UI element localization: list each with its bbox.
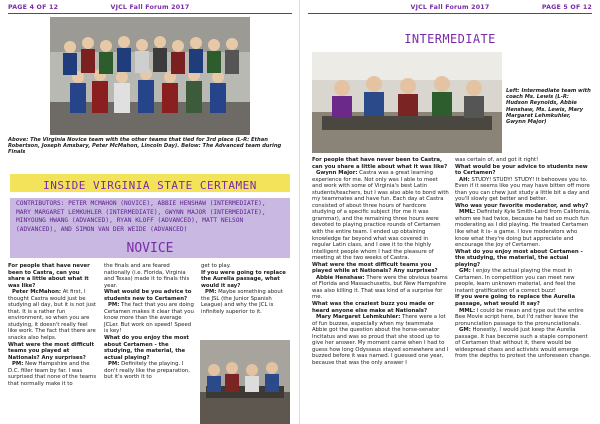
answer-speaker: GM: [459,268,471,275]
answer-speaker: PM: [108,302,120,309]
answer-text: New Hampshire and the D.C. filler team by far. I was surprised that none of the teams that normally make it to [8,361,97,387]
interview-question: What were the most difficult teams you played at Nationals? Any surprises? [8,341,95,361]
interview-question: What would be you advice to students new to Certamen? [104,289,192,302]
answer-speaker: GM: [459,327,471,334]
interview-answer [455,209,592,248]
answer-text: There were a lot of fun buzzes, especially when my teammate Abbie got the question about the horse-senator Incitatus and was so proud that she stood up to give her answer. My moment came when I had to guess how long Odysseus stayed somewhere and I buzzed before it was named. I guessed one year, because that was the only answer I [312,314,449,366]
interview-answer [201,289,291,315]
interview-question: What would be your advice to students new to Certamen? [455,163,588,177]
body-paragraph: get to play. [201,263,231,269]
answer-speaker: MML: [459,307,476,314]
interview-answer [8,289,97,341]
body-paragraph: was certain of, and got it right! [455,157,539,163]
answer-speaker: PM: [108,361,120,368]
interview-answer [312,314,449,366]
novice-photo-caption: Above: The Virginia Novice team with the other teams that tied for 3rd place (L-R: Ethan Robertson, Joseph Amsbary, Peter McMahon, Lincoln Day). Below: The Advanced team during Finals [8,137,282,156]
answer-text: Honestly, I would just keep the Aurelia passage. It has become such a staple component of Certamen that without it, there would be widespread chaos and activists would emerge from the depths to protest the unforeseen change. [455,327,591,360]
novice-column-3 [201,263,291,315]
interview-question: For people that have never been to Castra, can you share a little about what it was like? [8,263,90,289]
interview-answer [455,177,592,203]
intermediate-photo-caption: Left: Intermediate team with coach Ms. Lewis (L-R: Hudson Reynolds, Abbie Henshaw, Ms. Lewis, Mary Margaret Lehmkuhler, Gwynn Major) [506,88,591,126]
right-header-title: VJCL Fall Forum 2017 [410,4,490,11]
advanced-team-photo [200,340,290,424]
interview-answer [312,170,449,262]
contributors-box: CONTRIBUTORS: PETER MCMAHON (NOVICE), ABBIE HENSHAW (INTERMEDIATE), MARY MARGARET LEMKUHLER (INTERMEDIATE), GWYNN MAJOR (INTERMEDIATE), MINYOUNG HWANG (ADVANCED), RYAN KLOFF (ADVANCED), MATT NELSON (ADVANCED), AND SIMON VAN DER WEIDE (ADVANCED) [10,198,290,258]
answer-text: The fact that you are doing Certamen makes it clear that you know more than the average JCLer. But work on speed! Speed is key! [104,302,194,335]
interview-answer [312,275,449,301]
novice-column-1 [8,263,97,387]
certamen-banner [10,174,290,192]
answer-speaker: PM: [12,361,24,368]
interview-question: What do you enjoy the most about Certamen - the studying, the material, the actual playing? [104,335,189,361]
interview-question: If you were going to replace the Aurelia passage, what would it say? [201,269,286,289]
answer-text: There were the obvious teams of Florida and Massachusetts, but New Hampshire was also killing it. That was kind of a surprise for me. [312,274,448,301]
answer-speaker: PM: [205,289,217,296]
answer-text: Definitely the playing. I don't really like the preparation, but it's worth it to [104,361,190,381]
interview-answer [104,361,194,381]
intermediate-column-1 [312,157,449,367]
interview-question: Who was your favorite moderator, and why? [455,202,589,209]
interview-question: What was the craziest buzz you made or heard anyone else make at Nationals? [312,301,435,314]
right-page-number: PAGE 5 OF 12 [541,4,592,11]
intermediate-team-photo [312,52,502,153]
interview-answer [455,268,592,294]
certamen-banner-title: INSIDE VIRGINIA STATE CERTAMEN [43,179,257,192]
answer-text: Definitely Kyle Smith-Laird from California, whom we had twice, because he had so much fun moderating as I did playing. He treated Certamen like what it is- a game. I love moderators who know what they're doing but appreciate and encourage the joy of Certamen. [455,209,591,249]
interview-question: What do you enjoy most about Certamen - the studying, the material, the actual playing? [455,248,583,268]
intermediate-section-title: INTERMEDIATE [404,32,496,46]
answer-text: I could be mean and type out the entire Bee Movie script here, but I'd rather leave the pronunciation passage to the pronunciationals. [455,307,584,327]
answer-text: At first, I thought Castra would just be studying all day, but it is not just that. It is a rather fun environment, so when you are studying, it doesn't really feel like work. The fact that there are snacks also helps. [8,289,96,342]
interview-answer [455,308,592,328]
answer-text: Maybe something about the JSL (the Junior Spanish League) and why the JCL is infinitely superior to it. [201,289,283,315]
left-header-rule [8,13,292,14]
answer-text: Castra was a great learning experience for me. Not only was I able to meet and work with some of Virginia's best Latin students/teachers, but I was also able to bond with my teammates and have fun. Each day at Castra consisted of about three hours of hardcore studying of a specific subject (for me it was grammar), and the remaining three hours were devoted to playing practice rounds of Certamen with the entire team. I ended up obtaining knowledge far beyond what was covered in regular Latin class, and I owe it to the highly intelligent people whom I had the pleasure of meeting at the two weeks of Castra. [312,170,449,262]
answer-speaker: Abbie Henshaw: [316,274,365,281]
answer-text: STUDY! STUDY! STUDY! It behooves you to. Even if it seems like you may have bitten off more than you can chew just study a little bit a day and you'll slowly get better and better. [455,176,590,203]
interview-answer [455,327,592,360]
interview-answer [104,302,194,335]
answer-speaker: Mary Margaret Lehmkuhler: [316,314,401,321]
left-header-title: VJCL Fall Forum 2017 [110,4,190,11]
novice-team-photo [50,17,250,135]
novice-column-2 [104,263,194,381]
interview-question: If you were going to replace the Aurelia passage, what would it say? [455,294,576,308]
right-page [300,0,600,424]
body-paragraph: the finals and are feared nationally (i.e. Florida, Virginia and Texas) made it to finals this year. [104,263,190,289]
interview-question: For people that have never been to Castra, can you share a little about what it was like? [312,157,448,170]
answer-text: I enjoy the actual playing the most in Certamen. In competition you can meet new people, learn unknown material, and feel the instant gratification of a correct buzz! [455,268,576,294]
answer-speaker: Gwynn Major: [316,170,358,177]
intermediate-column-2 [455,157,592,360]
left-page-number: PAGE 4 OF 12 [8,4,59,11]
answer-speaker: Peter McMahon: [12,289,62,296]
interview-question: What were the most difficult teams you played while at Nationals? Any surprises? [312,261,438,275]
right-header-rule [308,13,592,14]
answer-speaker: AH: [459,176,470,183]
interview-answer [8,361,97,387]
answer-speaker: MML: [459,209,476,216]
novice-section-title: NOVICE [126,241,174,256]
